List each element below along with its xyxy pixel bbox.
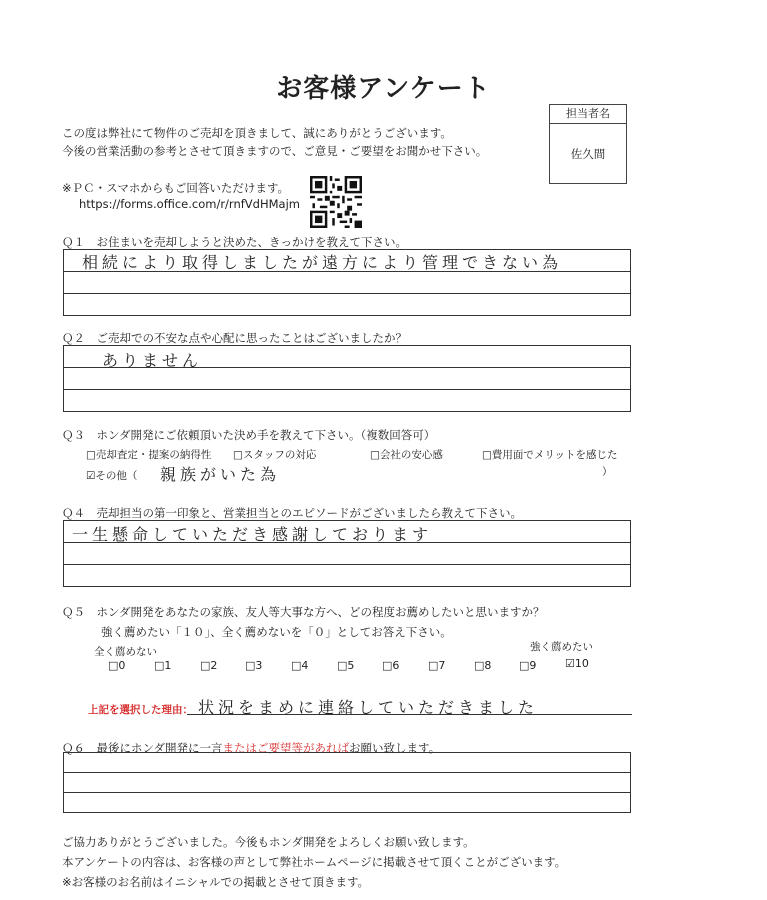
staff-header: 担当者名 [550,105,626,124]
q6-answer-box[interactable] [63,752,631,813]
q3-label: Ｑ３ ホンダ開発にご依頼頂いた決め手を教えて下さい。（複数回答可） [62,428,436,442]
q6-label-pre: Ｑ６ 最後にホンダ開発に一言 [62,741,223,755]
staff-name: 佐久間 [570,147,606,161]
footer-line-1: ご協力ありがとうございました。今後もホンダ開発をよろしくお願い致します。 [62,835,475,849]
q2-label: Ｑ２ ご売却での不安な点や心配に思ったことはございましたか？ [62,331,407,345]
q5-option-8[interactable]: □8 [474,659,492,672]
q5-instruction: 強く薦めたい「１０」、全く薦めないを「０」としてお答え下さい。 [101,625,452,639]
q5-reason-answer: 状況をまめに連絡していただきました [198,698,539,717]
q3-option-3[interactable]: □会社の安心感 [370,449,443,461]
q5-option-3[interactable]: □3 [245,659,263,672]
q3-other-answer: 親族がいた為 [160,465,281,484]
q3-option-2[interactable]: □スタッフの対応 [233,449,317,461]
q2-answer-box[interactable] [63,345,631,412]
q5-option-6[interactable]: □6 [382,659,400,672]
online-answer-note: ※ＰＣ・スマホからもご回答いただけます。 [62,181,289,195]
footer-line-3: ※お客様のお名前はイニシャルでの掲載とさせて頂きます。 [62,875,370,889]
q4-answer: 一生懸命していただき感謝しております [72,525,433,544]
q5-option-9[interactable]: □9 [519,659,537,672]
qr-code-icon[interactable] [310,176,362,228]
q1-label: Ｑ１ お住まいを売却しようと決めた、きっかけを教えて下さい。 [62,235,407,249]
q5-option-7[interactable]: □7 [428,659,446,672]
intro-text [62,124,487,160]
q6-label-post: お願い致します。 [349,741,441,755]
q5-option-0[interactable]: □0 [108,659,126,672]
survey-url-link[interactable]: https://forms.office.com/r/rnfVdHMajm [79,197,300,211]
q5-low-label: 全く薦めない [94,646,157,658]
q5-label: Ｑ５ ホンダ開発をあなたの家族、友人等大事な方へ、どの程度お薦めしたいと思いますか？ [62,605,545,619]
q1-answer: 相続により取得しましたが遠方により管理できない為 [82,253,563,272]
intro-line-2: 今後の営業活動の参考とさせて頂きますので、ご意見・ご要望をお聞かせ下さい。 [62,144,488,158]
q3-option-other[interactable]: ☑その他（ [86,470,138,482]
q4-label: Ｑ４ 売却担当の第一印象と、営業担当とのエピソードがございましたら教えて下さい。 [62,506,522,520]
q5-option-1[interactable]: □1 [154,659,172,672]
intro-line-1: この度は弊社にて物件のご売却を頂きまして、誠にありがとうございます。 [62,126,452,140]
q2-answer: ありません [102,351,203,370]
q5-reason-label: 上記を選択した理由： [88,704,193,716]
q4-answer-box[interactable] [63,520,631,587]
footer-line-2: 本アンケートの内容は、お客様の声として弊社ホームページに掲載させて頂くことがございます。 [62,855,567,869]
q3-option-1[interactable]: □売却査定・提案の納得性 [86,449,212,461]
staff-box [549,104,627,184]
q5-high-label: 強く薦めたい [530,641,593,653]
q1-answer-box[interactable] [63,249,631,316]
page-title: お客様アンケート [276,74,491,104]
q5-option-2[interactable]: □2 [200,659,218,672]
q5-option-5[interactable]: □5 [337,659,355,672]
q6-label-red: またはご要望等があれば [222,741,350,755]
q3-option-4[interactable]: □費用面でメリットを感じた [482,449,618,461]
footer-text [62,832,566,892]
q3-close-paren: ） [602,466,613,478]
q5-option-4[interactable]: □4 [291,659,309,672]
q5-option-10[interactable]: ☑10 [565,657,589,670]
